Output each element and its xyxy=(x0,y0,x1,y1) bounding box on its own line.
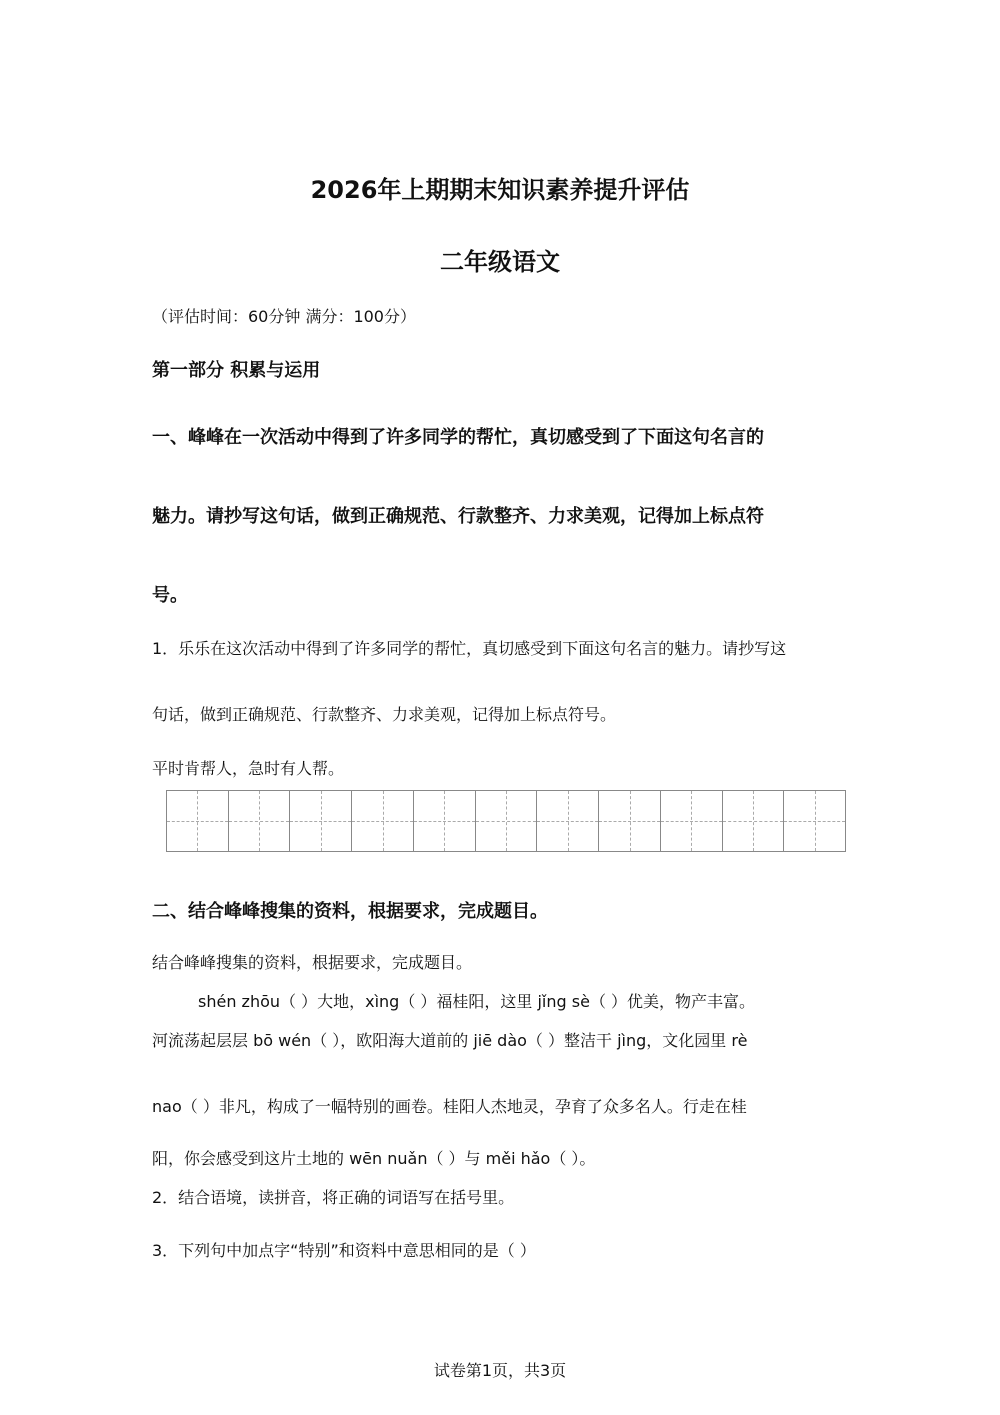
grid-cell[interactable] xyxy=(661,791,723,851)
q1-quote: 平时肯帮人，急时有人帮。 xyxy=(152,759,345,778)
q1-heading-line2: 魅力。请抄写这句话，做到正确规范、行款整齐、力求美观，记得加上标点符 xyxy=(152,506,764,527)
grid-cell[interactable] xyxy=(167,791,229,851)
grid-cell[interactable] xyxy=(723,791,785,851)
q2-sub3: 3．下列句中加点字“特别”和资料中意思相同的是（ ） xyxy=(152,1241,536,1260)
grid-cell[interactable] xyxy=(784,791,845,851)
q1-heading-line1: 一、峰峰在一次活动中得到了许多同学的帮忙，真切感受到了下面这句名言的 xyxy=(152,427,764,448)
q1-heading-line3: 号。 xyxy=(152,585,188,606)
q2-passage-line1: shén zhōu（ ）大地，xìng（ ）福桂阳，这里 jǐng sè（ ）优美，物产丰富。 xyxy=(198,992,756,1011)
q2-passage-line2: 河流荡起层层 bō wén（ ），欧阳海大道前的 jiē dào（ ）整洁干 jìng，文化园里 rè xyxy=(152,1031,748,1050)
exam-info: （评估时间：60分钟 满分：100分） xyxy=(152,307,416,326)
grid-cell[interactable] xyxy=(414,791,476,851)
q2-passage-line4: 阳，你会感受到这片土地的 wēn nuǎn（ ）与 měi hǎo（ ）。 xyxy=(152,1149,596,1168)
grid-cell[interactable] xyxy=(537,791,599,851)
part1-heading: 第一部分 积累与运用 xyxy=(152,360,321,381)
q1-text-line2: 句话，做到正确规范、行款整齐、力求美观，记得加上标点符号。 xyxy=(152,705,617,724)
writing-grid[interactable] xyxy=(166,790,846,852)
grid-cell[interactable] xyxy=(599,791,661,851)
grid-cell[interactable] xyxy=(476,791,538,851)
grid-cell[interactable] xyxy=(290,791,352,851)
q2-passage-line3: nao（ ）非凡，构成了一幅特别的画卷。桂阳人杰地灵，孕育了众多名人。行走在桂 xyxy=(152,1097,747,1116)
subject-title: 二年级语文 xyxy=(440,248,560,276)
grid-cell[interactable] xyxy=(352,791,414,851)
page-footer: 试卷第1页，共3页 xyxy=(433,1361,567,1380)
q1-text-line1: 1．乐乐在这次活动中得到了许多同学的帮忙，真切感受到下面这句名言的魅力。请抄写这 xyxy=(152,639,787,658)
grid-cell[interactable] xyxy=(229,791,291,851)
q2-heading: 二、结合峰峰搜集的资料，根据要求，完成题目。 xyxy=(152,901,548,922)
exam-title: 2026年上期期末知识素养提升评估 xyxy=(310,176,690,204)
q2-intro: 结合峰峰搜集的资料，根据要求，完成题目。 xyxy=(152,953,473,972)
q2-sub2: 2．结合语境，读拼音，将正确的词语写在括号里。 xyxy=(152,1188,515,1207)
